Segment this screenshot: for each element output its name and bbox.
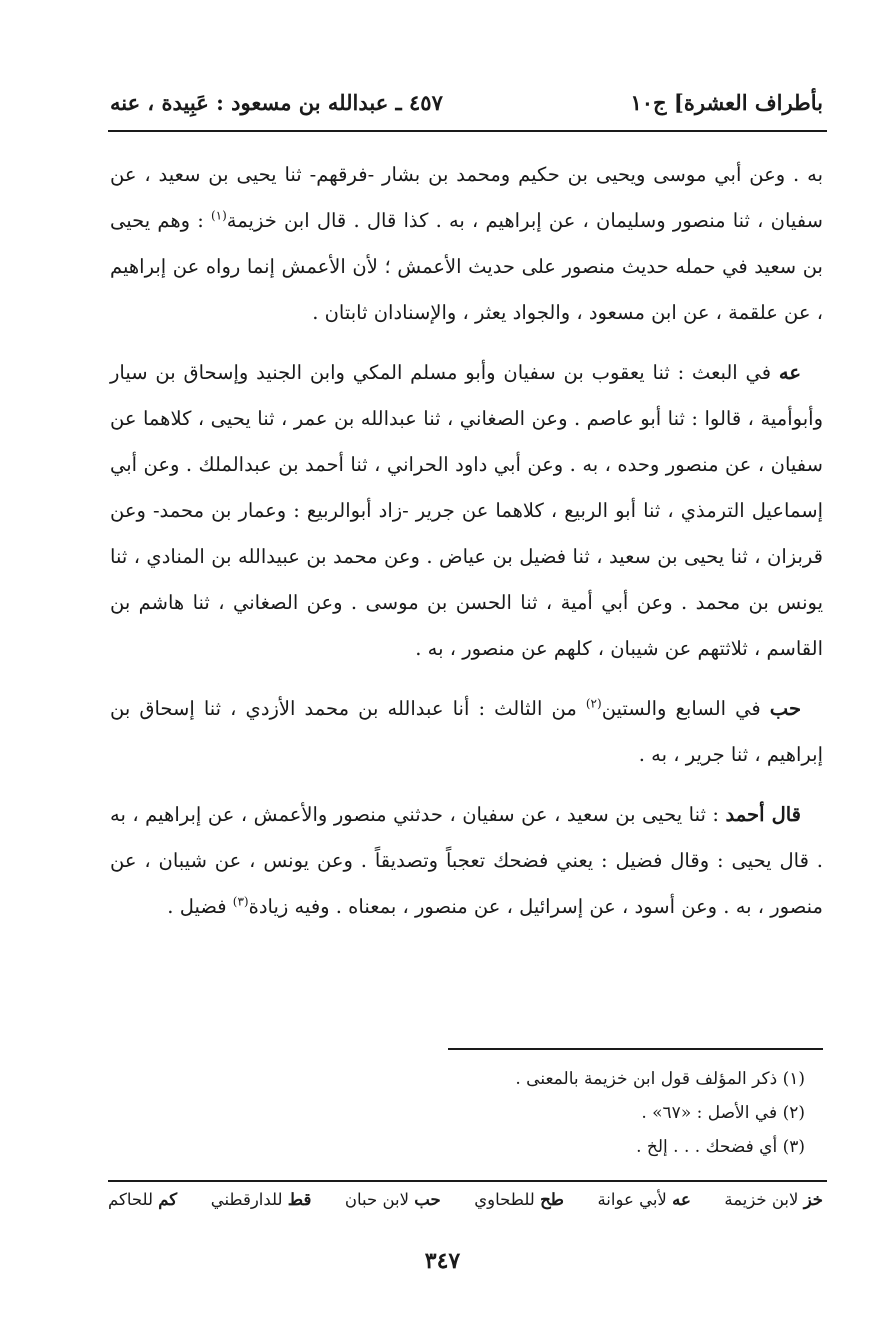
abbreviation-item: قط للدارقطني <box>210 1190 312 1209</box>
abbreviation-item: حب لابن حبان <box>344 1190 441 1209</box>
paragraph-tail: : وهم يحيى بن سعيد في حمله حديث منصور على حديث الأعمش ؛ لأن الأعمش إنما رواه عن إبراهيم ، عن علقمة ، عن ابن مسعود ، والجواد يعثر ، والإسنادان ثابتان . <box>110 209 823 324</box>
abbreviation-item: طح للطحاوي <box>474 1190 564 1209</box>
header-rule <box>108 130 827 132</box>
paragraph-1 <box>110 152 823 336</box>
footnote-1: (١) ذكر المؤلف قول ابن خزيمة بالمعنى . <box>515 1069 805 1089</box>
footnote-ref-2: (٢) <box>585 696 602 711</box>
paragraph-text: في السابع والستين <box>601 697 770 720</box>
paragraph-text: في البعث : ثنا يعقوب بن سفيان وأبو مسلم المكي وابن الجنيد وإسحاق بن سيار وأبوأمية ، قالوا : ثنا أبو عاصم . وعن الصغاني ، ثنا عبدالله بن عمر ، ثنا يحيى ، كلاهما عن سفيان ، عن منصور وحده ، به . وعن أبي داود الحراني ، ثنا أحمد بن عبدالملك . وعن أبي إسماعيل الترمذي ، ثنا أبو الربيع ، كلاهما عن جرير -زاد أبوالربيع : وعمار بن محمد- وعن قربزان ، ثنا يحيى بن سعيد ، ثنا فضيل بن عياض . وعن محمد بن عبيدالله بن المنادي ، ثنا يونس بن محمد . وعن أبي أمية ، ثنا الحسن بن موسى . وعن الصغاني ، ثنا هاشم بن القاسم ، ثلاثتهم عن شيبان ، كلهم عن منصور ، به . <box>110 361 823 660</box>
abbreviation-item: عه لأبي عوانة <box>597 1190 691 1209</box>
paragraph-text: به . وعن أبي موسى ويحيى بن حكيم ومحمد بن بشار -فرقهم- ثنا يحيى بن سعيد ، عن سفيان ، ثنا منصور وسليمان ، عن إبراهيم ، به . كذا قال . قال ابن خزيمة <box>110 163 824 232</box>
paragraph-lead: قال أحمد <box>725 803 802 826</box>
header-entry-title: ٤٥٧ ـ عبدالله بن مسعود : عَبِيدة ، عنه <box>110 89 443 115</box>
footnotes <box>110 1062 805 1164</box>
paragraph-4 <box>110 792 823 930</box>
page-number: ٣٤٧ <box>424 1248 461 1274</box>
body-text <box>110 152 823 930</box>
abbreviation-rule <box>108 1180 827 1182</box>
abbreviation-item: خز لابن خزيمة <box>724 1190 823 1209</box>
footnote-3: (٣) أي فضحك . . . إلخ . <box>636 1137 805 1157</box>
footnote-2: (٢) في الأصل : «٦٧» . <box>641 1103 805 1123</box>
abbreviation-item: كم للحاكم <box>108 1190 178 1209</box>
paragraph-lead: عه <box>778 361 801 384</box>
header-book-title: بأطراف العشرة] ج١٠ <box>630 89 823 115</box>
footnote-ref-3: (٣) <box>232 894 249 909</box>
paragraph-lead: حب <box>769 697 801 720</box>
abbreviation-key <box>108 1190 823 1209</box>
running-header <box>110 82 823 122</box>
paragraph-tail: فضيل . <box>167 895 233 918</box>
paragraph-text: : ثنا يحيى بن سعيد ، عن سفيان ، حدثني منصور والأعمش ، عن إبراهيم ، به . قال يحيى : وقال فضيل : يعني فضحك تعجباً وتصديقاً . وعن يونس ، عن شيبان ، عن منصور ، به . وعن أسود ، عن إسرائيل ، عن منصور ، بمعناه . وفيه زيادة <box>110 803 823 918</box>
footnote-ref-1: (١) <box>210 208 227 223</box>
paragraph-tail: من الثالث : أنا عبدالله بن محمد الأزدي ، ثنا إسحاق بن إبراهيم ، ثنا جرير ، به . <box>110 697 823 766</box>
footnote-rule <box>448 1048 823 1050</box>
paragraph-3 <box>110 686 823 778</box>
paragraph-2 <box>110 350 823 672</box>
